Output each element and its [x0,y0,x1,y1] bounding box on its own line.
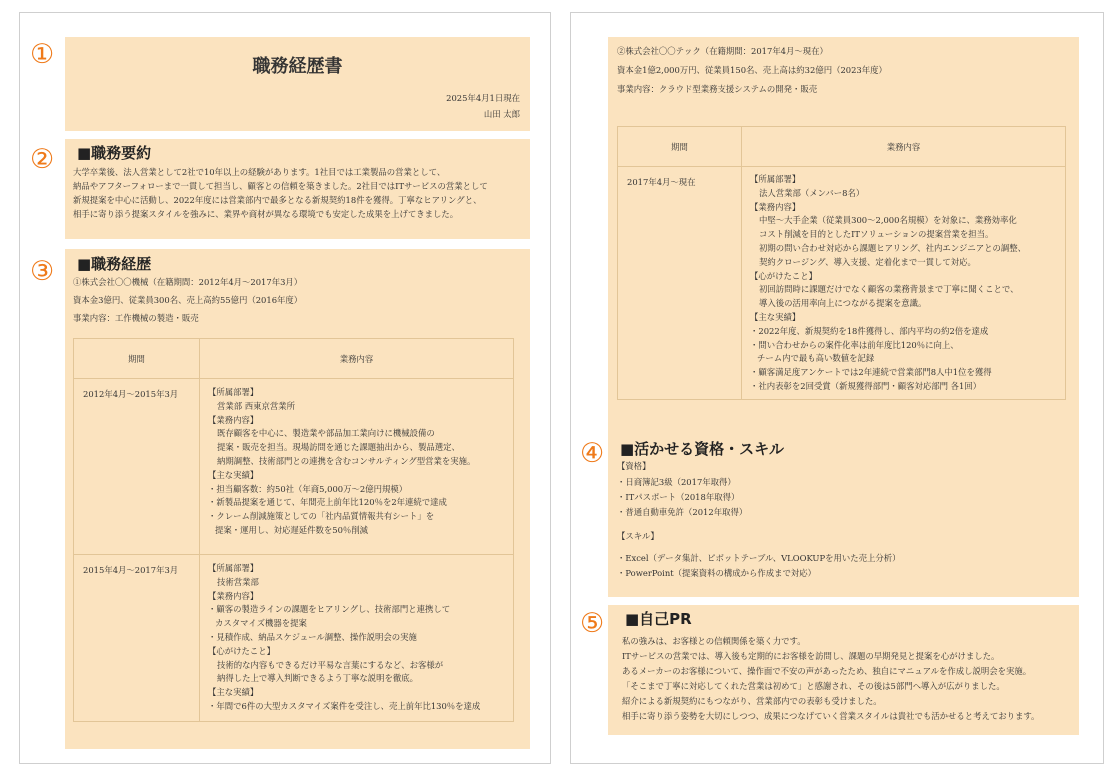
table-cell-period: 2017年4月〜現在 [618,167,742,400]
skill-item: ・Excel（データ集計、ピボットテーブル、VLOOKUPを用いた売上分析） [617,553,901,563]
company1-info-line: ①株式会社〇〇機械（在籍期間：2012年4月〜2017年3月） [73,277,303,287]
content-line: ・見積作成、納品スケジュール調整、操作説明会の実施 [208,631,417,642]
table-cell-content [742,167,1066,400]
resume-page-2 [570,12,1104,764]
table-header-period: 期間 [618,127,742,167]
summary-line: 大学卒業後、法人営業として2社で10年以上の経験があります。1社目では工業製品の営業として、 [73,167,446,177]
section-number-1: ① [30,39,55,70]
table-cell-period: 2015年4月〜2017年3月 [74,555,200,722]
content-line: 契約クロージング、導入支援、定着化まで一貫して対応。 [759,256,976,267]
company2-info-line: 事業内容：クラウド型業務支援システムの開発・販売 [617,84,818,94]
content-line: チーム内で最も高い数値を記録 [757,353,875,364]
company2-info-line: ②株式会社〇〇テック（在籍期間：2017年4月〜現在） [617,46,828,56]
qualification-item: ・普通自動車免許（2012年取得） [617,507,748,517]
content-line: カスタマイズ機器を提案 [215,618,307,629]
company1-info-line: 事業内容：工作機械の製造・販売 [73,313,199,323]
content-line: 営業部 西東京営業所 [217,400,296,411]
table-header-period: 期間 [74,339,200,379]
pr-line: あるメーカーのお客様について、操作面で不安の声があったため、独自にマニュアルを作成し説明会を実施。 [622,666,1032,676]
qualifications-label: 【資格】 [617,461,651,471]
skills-section [608,435,1079,597]
pr-line: 「そこまで丁寧に対応してくれた営業は初めて」と感謝され、その後は5部門へ導入が広がりました。 [622,681,1005,691]
company1-table [73,338,514,722]
skills-heading: ■活かせる資格・スキル [620,440,785,458]
qualification-item: ・ITパスポート（2018年取得） [617,492,740,502]
pr-line: 私の強みは、お客様との信頼関係を築く力です。 [622,636,806,646]
pr-section [608,605,1079,735]
summary-line: 新規提案を中心に活動し、2022年度には営業部内で最多となる新規契約18件を獲得。丁寧なヒアリングと、 [73,195,482,205]
company1-info-line: 資本金3億円、従業員300名、売上高約55億円（2016年度） [73,295,303,305]
content-line: 【業務内容】 [208,414,259,425]
content-line: 技術営業部 [217,576,259,587]
summary-line: 納品やアフターフォローまで一貫して担当し、顧客との信頼を築きました。2社目ではITサービスの営業として [73,181,488,191]
qualification-item: ・日商簿記3級（2017年取得） [617,477,736,487]
table-cell-period: 2012年4月〜2015年3月 [74,379,200,555]
content-line: ・社内表彰を2回受賞（新規獲得部門・顧客対応部門 各1回） [750,380,982,391]
content-line: 【心がけたこと】 [750,270,817,281]
content-line: 納期調整、技術部門との連携を含むコンサルティング型営業を実施。 [217,455,476,466]
content-line: 中堅〜大手企業（従業員300〜2,000名規模）を対象に、業務効率化 [759,215,1017,226]
section-number-5: ⑤ [580,608,605,639]
content-line: ・担当顧客数：約50社（年商5,000万〜2億円規模） [208,483,408,494]
table-header-content: 業務内容 [742,127,1066,167]
skills-label: 【スキル】 [617,531,659,541]
summary-line: 相手に寄り添う提案スタイルを強みに、業界や商材が異なる環境でも安定した成果を上げてきました。 [73,209,459,219]
content-line: 【所属部署】 [208,563,259,573]
company2-info-line: 資本金1億2,000万円、従業員150名、売上高は約32億円（2023年度） [617,65,887,75]
content-line: 既存顧客を中心に、製造業や部品加工業向けに機械設備の [217,428,435,439]
section-number-4: ④ [580,438,605,469]
company2-table [617,126,1066,400]
pr-line: ITサービスの営業では、導入後も定期的にお客様を訪問し、課題の早期発見と提案を心がけました。 [622,651,1000,661]
section-number-2: ② [30,144,55,175]
content-line: 【主な実績】 [750,311,801,322]
header-section [65,37,530,131]
history-section [65,249,530,749]
resume-page-1 [19,12,551,764]
pr-line: 相手に寄り添う姿勢を大切にしつつ、成果につなげていく営業スタイルは貴社でも活かせると考えております。 [622,711,1040,721]
content-line: 【所属部署】 [750,174,801,184]
history-continued-section [608,37,1079,435]
content-line: 初期の問い合わせ対応から課題ヒアリング、社内エンジニアとの調整、 [759,242,1026,253]
summary-section [65,139,530,239]
history-heading: ■職務経歴 [77,255,152,273]
content-line: 【主な実績】 [208,469,259,480]
content-line: ・新製品提案を通じて、年間売上前年比120％を2年連続で達成 [208,497,447,508]
content-line: ・問い合わせからの案件化率は前年度比120％に向上、 [750,339,959,350]
table-cell-content [200,379,514,555]
document-date: 2025年4月1日現在 [446,93,520,103]
table-cell-content [200,555,514,722]
content-line: 導入後の活用率向上につながる提案を意識。 [759,298,927,309]
summary-heading: ■職務要約 [77,144,152,162]
document-title: 職務経歴書 [252,56,343,77]
content-line: 納得した上で導入判断できるよう丁寧な説明を徹底。 [217,673,418,684]
content-line: 【所属部署】 [208,387,259,397]
content-line: ・年間で6件の大型カスタマイズ案件を受注し、売上前年比130％を達成 [208,700,481,711]
content-line: 【業務内容】 [208,590,259,601]
applicant-name: 山田 太郎 [483,109,520,119]
content-line: ・2022年度、新規契約を18件獲得し、部内平均の約2倍を達成 [750,325,989,336]
content-line: 提案・運用し、対応遅延件数を50％削減 [215,524,369,535]
content-line: 【業務内容】 [750,201,801,212]
content-line: 【心がけたこと】 [208,645,275,656]
pr-line: 紹介による新規契約にもつながり、営業部内での表彰も受けました。 [622,696,882,706]
content-line: ・顧客満足度アンケートでは2年連続で営業部門8人中1位を獲得 [750,367,992,378]
content-line: ・顧客の製造ラインの課題をヒアリングし、技術部門と連携して [208,604,451,615]
skill-item: ・PowerPoint（提案資料の構成から作成まで対応） [617,568,816,578]
content-line: 【主な実績】 [208,687,259,698]
content-line: 初回訪問時に課題だけでなく顧客の業務背景まで丁寧に聞くことで、 [759,284,1019,295]
section-number-3: ③ [30,256,55,287]
content-line: 法人営業部（メンバー8名） [759,187,865,198]
content-line: 技術的な内容もできるだけ平易な言葉にするなど、お客様が [217,659,444,670]
pr-heading: ■自己PR [625,610,692,628]
content-line: ・クレーム削減施策としての「社内品質情報共有シート」を [208,511,435,522]
content-line: コスト削減を目的としたITソリューションの提案営業を担当。 [759,229,994,240]
content-line: 提案・販売を担当。現場訪問を通じた課題抽出から、製品選定、 [217,442,460,453]
table-header-content: 業務内容 [200,339,514,379]
